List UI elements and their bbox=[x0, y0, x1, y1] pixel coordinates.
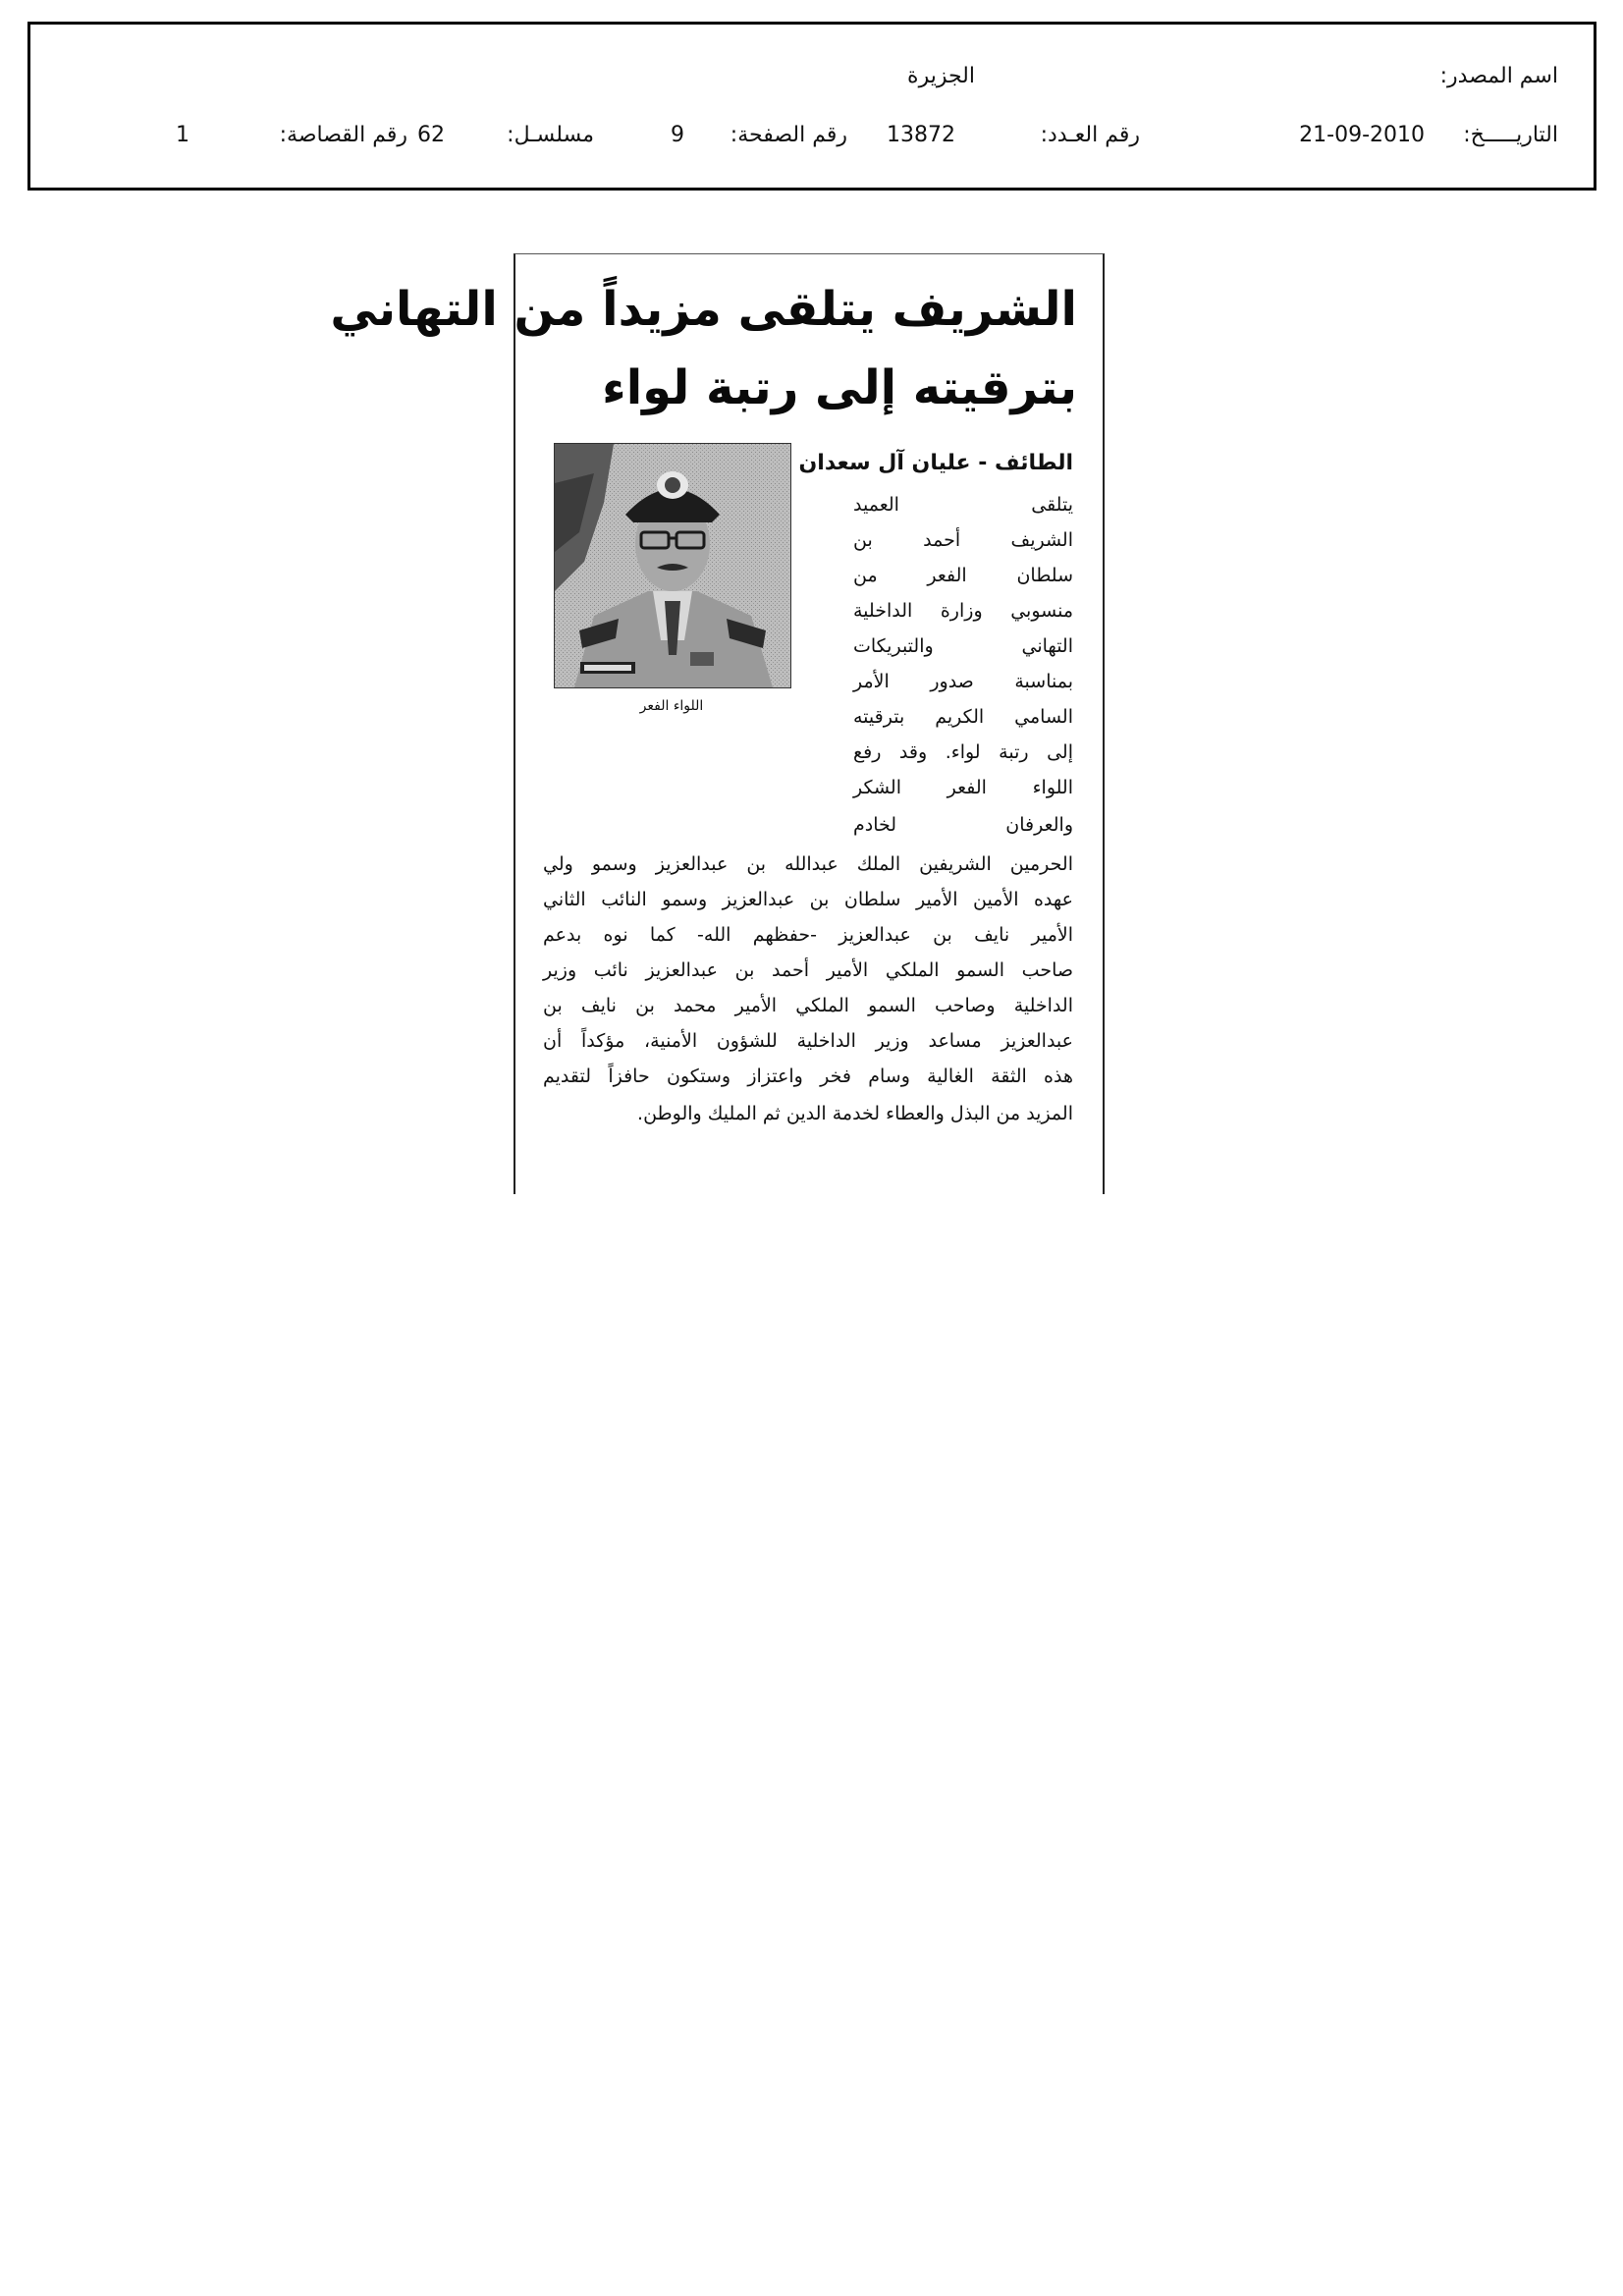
column-line: التهاني والتبريكات bbox=[853, 635, 1073, 657]
body-line: الداخلية وصاحب السمو الملكي الأمير محمد بن نايف بن bbox=[543, 995, 1073, 1016]
officer-photo bbox=[554, 443, 791, 688]
body-line: هذه الثقة الغالية وسام فخر واعتزاز وستكون حافزاً لتقديم bbox=[543, 1066, 1073, 1087]
serial-label: مسلسـل: bbox=[507, 123, 594, 147]
column-line: سلطان الفعر من bbox=[853, 565, 1073, 586]
issue-label: رقم العـدد: bbox=[1040, 123, 1140, 147]
body-line: صاحب السمو الملكي الأمير أحمد بن عبدالعزيز نائب وزير bbox=[543, 959, 1073, 981]
byline: الطائف - عليان آل سعدان bbox=[798, 451, 1073, 475]
serial-value: 62 bbox=[417, 123, 445, 147]
column-line: والعرفان لخادم bbox=[853, 814, 1073, 836]
body-line: الحرمين الشريفين الملك عبدالله بن عبدالعزيز وسمو ولي bbox=[543, 853, 1073, 875]
column-line: بمناسبة صدور الأمر bbox=[853, 671, 1073, 692]
page-label: رقم الصفحة: bbox=[730, 123, 847, 147]
headline-line-2: بترقيته إلى رتبة لواء bbox=[602, 360, 1077, 415]
column-line: إلى رتبة لواء. وقد رفع bbox=[853, 741, 1073, 763]
officer-photo-illustration bbox=[555, 444, 790, 687]
body-line: عهده الأمين الأمير سلطان بن عبدالعزيز وسمو النائب الثاني bbox=[543, 889, 1073, 910]
page-value: 9 bbox=[671, 123, 684, 147]
body-line: عبدالعزيز مساعد وزير الداخلية للشؤون الأمنية، مؤكداً أن bbox=[543, 1030, 1073, 1052]
column-line: اللواء الفعر الشكر bbox=[853, 777, 1073, 798]
newspaper-clipping bbox=[330, 253, 1105, 1194]
clip-number-value: 1 bbox=[176, 123, 189, 147]
column-line: يتلقى العميد bbox=[853, 494, 1073, 516]
photo-caption: اللواء الفعر bbox=[639, 698, 704, 714]
source-label: اسم المصدر: bbox=[1439, 64, 1558, 88]
issue-value: 13872 bbox=[887, 123, 955, 147]
headline-line-1: الشريف يتلقى مزيداً من التهاني bbox=[330, 282, 1077, 337]
body-line: المزيد من البذل والعطاء لخدمة الدين ثم المليك والوطن. bbox=[637, 1103, 1073, 1124]
date-label: التاريـــــخ: bbox=[1463, 123, 1558, 147]
body-line: الأمير نايف بن عبدالعزيز -حفظهم الله- كما نوه بدعم bbox=[543, 924, 1073, 946]
clip-number-label: رقم القصاصة: bbox=[279, 123, 407, 147]
column-line: منسوبي وزارة الداخلية bbox=[853, 600, 1073, 622]
source-value: الجزيرة bbox=[907, 64, 975, 88]
date-value: 21-09-2010 bbox=[1299, 123, 1425, 147]
column-line: السامي الكريم بترقيته bbox=[853, 706, 1073, 728]
column-line: الشريف أحمد بن bbox=[853, 529, 1073, 551]
clipping-metadata-header bbox=[27, 22, 1596, 191]
